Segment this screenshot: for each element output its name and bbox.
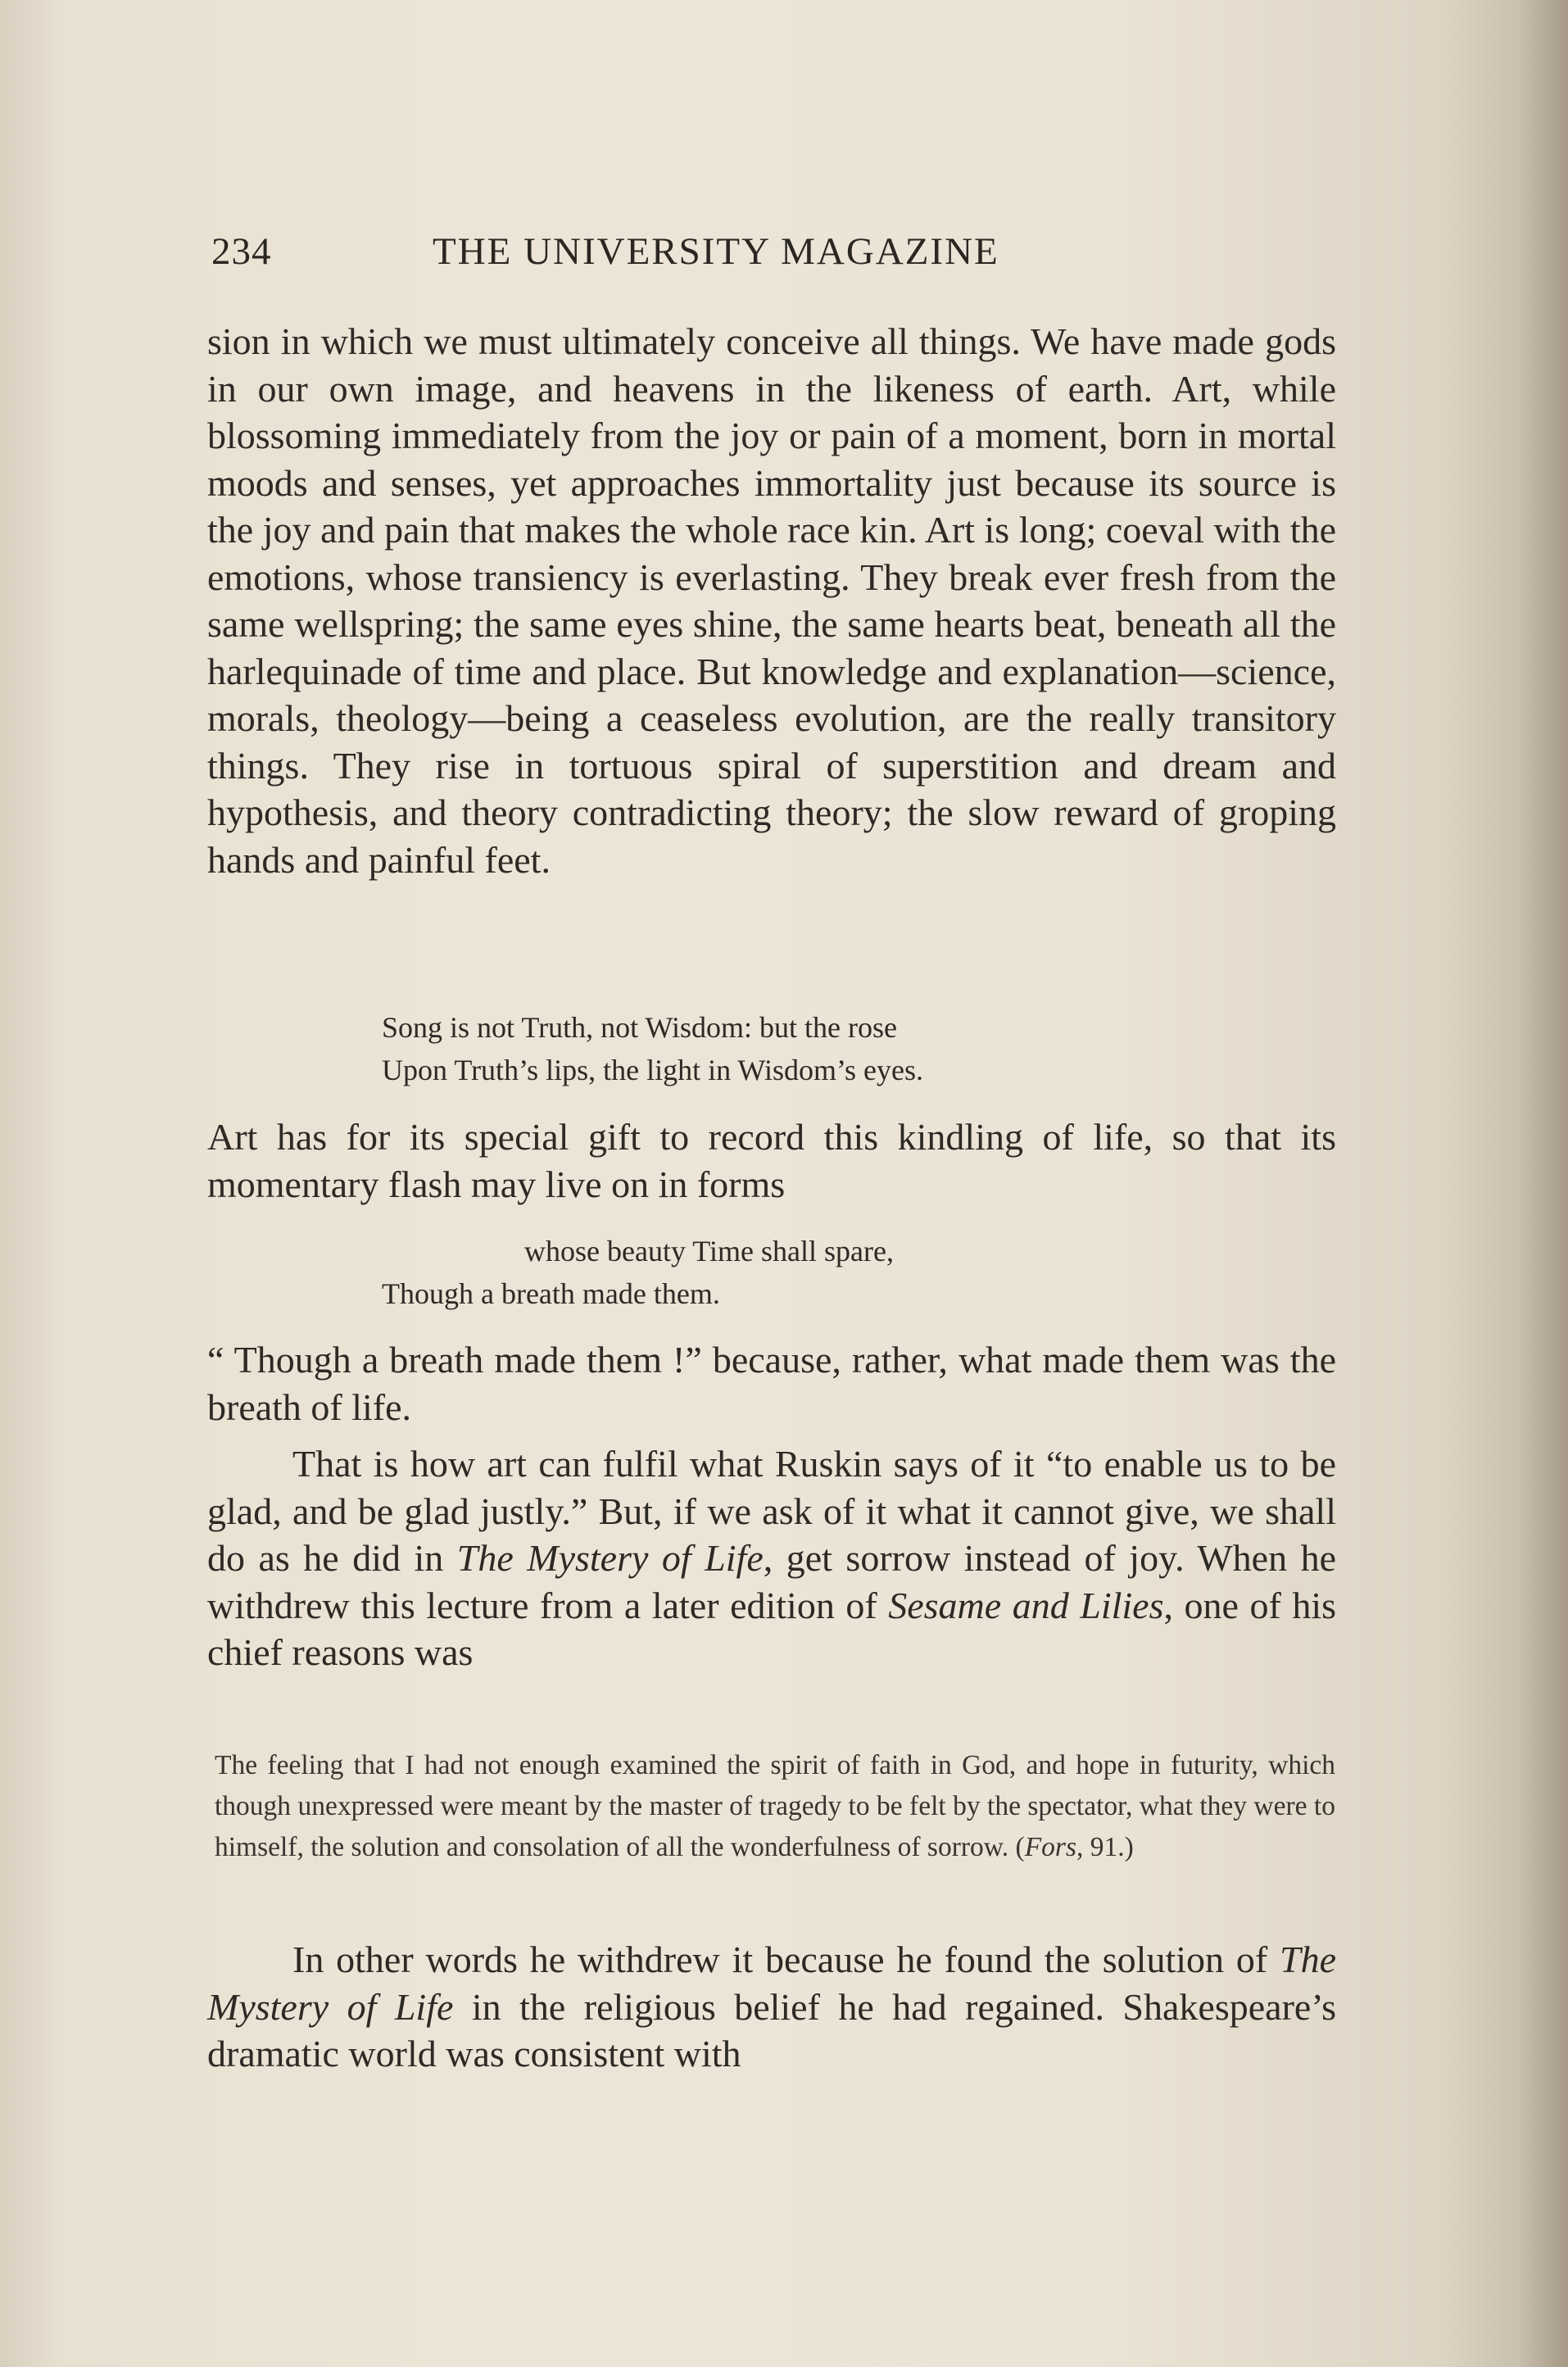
citation-title: Fors xyxy=(1024,1832,1076,1862)
verse-1-line-2: Upon Truth’s lips, the light in Wisdom’s eyes. xyxy=(382,1054,923,1086)
paragraph-4 xyxy=(207,1440,1336,1676)
title-sesame-and-lilies: Sesame and Lilies xyxy=(888,1584,1164,1626)
verse-1-line-1: Song is not Truth, not Wisdom: but the rose xyxy=(382,1011,897,1044)
paragraph-1: sion in which we must ultimately conceive all things. We have made gods in our own image, and heavens in the likeness of earth. Art, while blossoming immediately from the joy or pain of a moment, born in mortal moods and senses, yet approaches immortality just because its source is the joy and pain that makes the whole race kin. Art is long; coeval with the emotions, whose transiency is everlasting. They break ever fresh from the same wellspring; the same eyes shine, the same hearts beat, beneath all the harlequinade of time and place. But knowledge and explanation—science, morals, theology—being a ceaseless evolution, are the really transitory things. They rise in tortuous spiral of superstition and dream and hypothesis, and theory contradicting theory; the slow reward of groping hands and painful feet. xyxy=(207,320,1336,881)
page-header xyxy=(211,229,1096,287)
citation-reference: , 91.) xyxy=(1076,1832,1134,1862)
paragraph-4-part-c: , one of his chief reasons was xyxy=(207,1584,1336,1673)
verse-quotation-2 xyxy=(382,1230,1119,1315)
paragraph-5-part-b: in the religious belief he had regained. Shakespeare’s dramatic world was consistent with xyxy=(207,1985,1337,2075)
page-edge-shadow xyxy=(1519,0,1568,2367)
title-mystery-of-life: The Mystery of Life xyxy=(456,1537,764,1579)
verse-quotation-1 xyxy=(382,1006,1119,1091)
title-mystery-of-life-2: The Mystery of Life xyxy=(207,1938,1336,2028)
paragraph-4-part-b: , get sorrow instead of joy. When he withdrew this lecture from a later edition of xyxy=(207,1537,1336,1626)
verse-2-line-2: Though a breath made them. xyxy=(382,1277,720,1310)
paragraph-4-part-a: That is how art can fulfil what Ruskin says of it “to enable us to be glad, and be glad justly.” But, if we ask of it what it cannot give, we shall do as he did in xyxy=(207,1443,1336,1579)
block-quotation xyxy=(215,1745,1335,1868)
paragraph-3: “ Though a breath made them !” because, rather, what made them was the breath of life. xyxy=(207,1339,1336,1428)
paragraph-5-part-a: In other words he withdrew it because he found the solution of xyxy=(292,1938,1280,1980)
page-number: 234 xyxy=(211,230,272,273)
block-quotation-text: The feeling that I had not enough examined the spirit of faith in God, and hope in futurity, which though unexpressed were meant by the master of tragedy to be felt by the spectator, what they were to himself, the solution and consolation of all the wonderfulness of sorrow. ( xyxy=(215,1750,1335,1862)
paragraph-2: Art has for its special gift to record this kindling of life, so that its momentary flash may live on in forms xyxy=(207,1116,1336,1205)
verse-2-line-1: whose beauty Time shall spare, xyxy=(524,1235,894,1267)
running-title: THE UNIVERSITY MAGAZINE xyxy=(433,230,999,273)
paragraph-5 xyxy=(207,1936,1336,2078)
